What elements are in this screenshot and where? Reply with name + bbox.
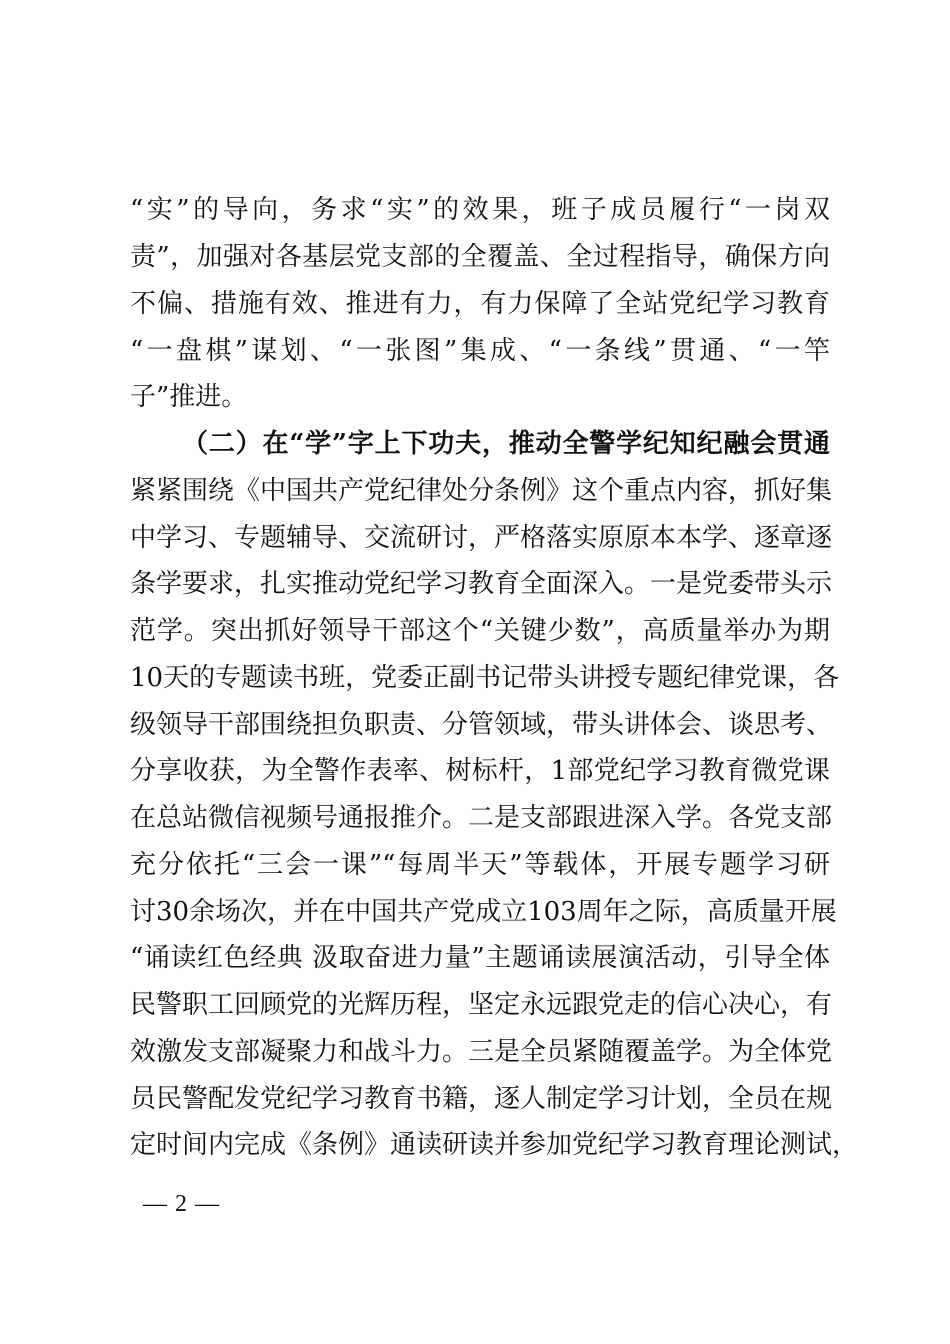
body-text-line: “诵读红色经典 汲取奋进力量”主题诵读展演活动，引导全体 [130, 943, 830, 973]
body-text-line: 级领导干部围绕担负职责、分管领域，带头讲体会、谈思考、 [130, 710, 833, 740]
body-text-line: 分享收获，为全警作表率、树标杆，1部党纪学习教育微党课 [130, 756, 830, 786]
body-text-line: 范学。突出抓好领导干部这个“关键少数”，高质量举办为期 [130, 616, 830, 646]
body-text-line: 不偏、措施有效、推进有力，有力保障了全站党纪学习教育 [130, 289, 830, 319]
section-heading: （二）在“学”字上下功夫，推动全警学纪知纪融会贯通 [182, 429, 830, 459]
body-text-line: 定时间内完成《条例》通读研读并参加党纪学习教育理论测试， [130, 1130, 859, 1160]
body-text-line: 民警职工回顾党的光辉历程，坚定永远跟党走的信心决心，有 [130, 990, 833, 1020]
body-text-line: 紧紧围绕《中国共产党纪律处分条例》这个重点内容，抓好集 [130, 476, 833, 506]
body-text-line: 讨30余场次，并在中国共产党成立103周年之际，高质量开展 [130, 897, 837, 927]
body-text-line: 中学习、专题辅导、交流研讨，严格落实原原本本学、逐章逐 [130, 523, 833, 553]
body-text-line: “一盘棋”谋划、“一张图”集成、“一条线”贯通、“一竿 [130, 336, 830, 366]
body-text-line: 子”推进。 [130, 382, 248, 412]
page-number: — 2 — [143, 1191, 220, 1217]
body-text-line: 效激发支部凝聚力和战斗力。三是全员紧随覆盖学。为全体党 [130, 1037, 833, 1067]
body-text-line: 充分依托“三会一课”“每周半天”等载体，开展专题学习研 [130, 850, 830, 880]
body-text-line: 条学要求，扎实推动党纪学习教育全面深入。一是党委带头示 [130, 569, 833, 599]
body-text-line: 责”，加强对各基层党支部的全覆盖、全过程指导，确保方向 [130, 242, 830, 272]
body-text-line: “实”的导向，务求“实”的效果，班子成员履行“一岗双 [130, 195, 830, 225]
body-text-line: 在总站微信视频号通报推介。二是支部跟进深入学。各党支部 [130, 803, 833, 833]
body-text-line: 员民警配发党纪学习教育书籍，逐人制定学习计划，全员在规 [130, 1084, 833, 1114]
body-text-line: 10天的专题读书班，党委正副书记带头讲授专题纪律党课，各 [130, 663, 840, 693]
